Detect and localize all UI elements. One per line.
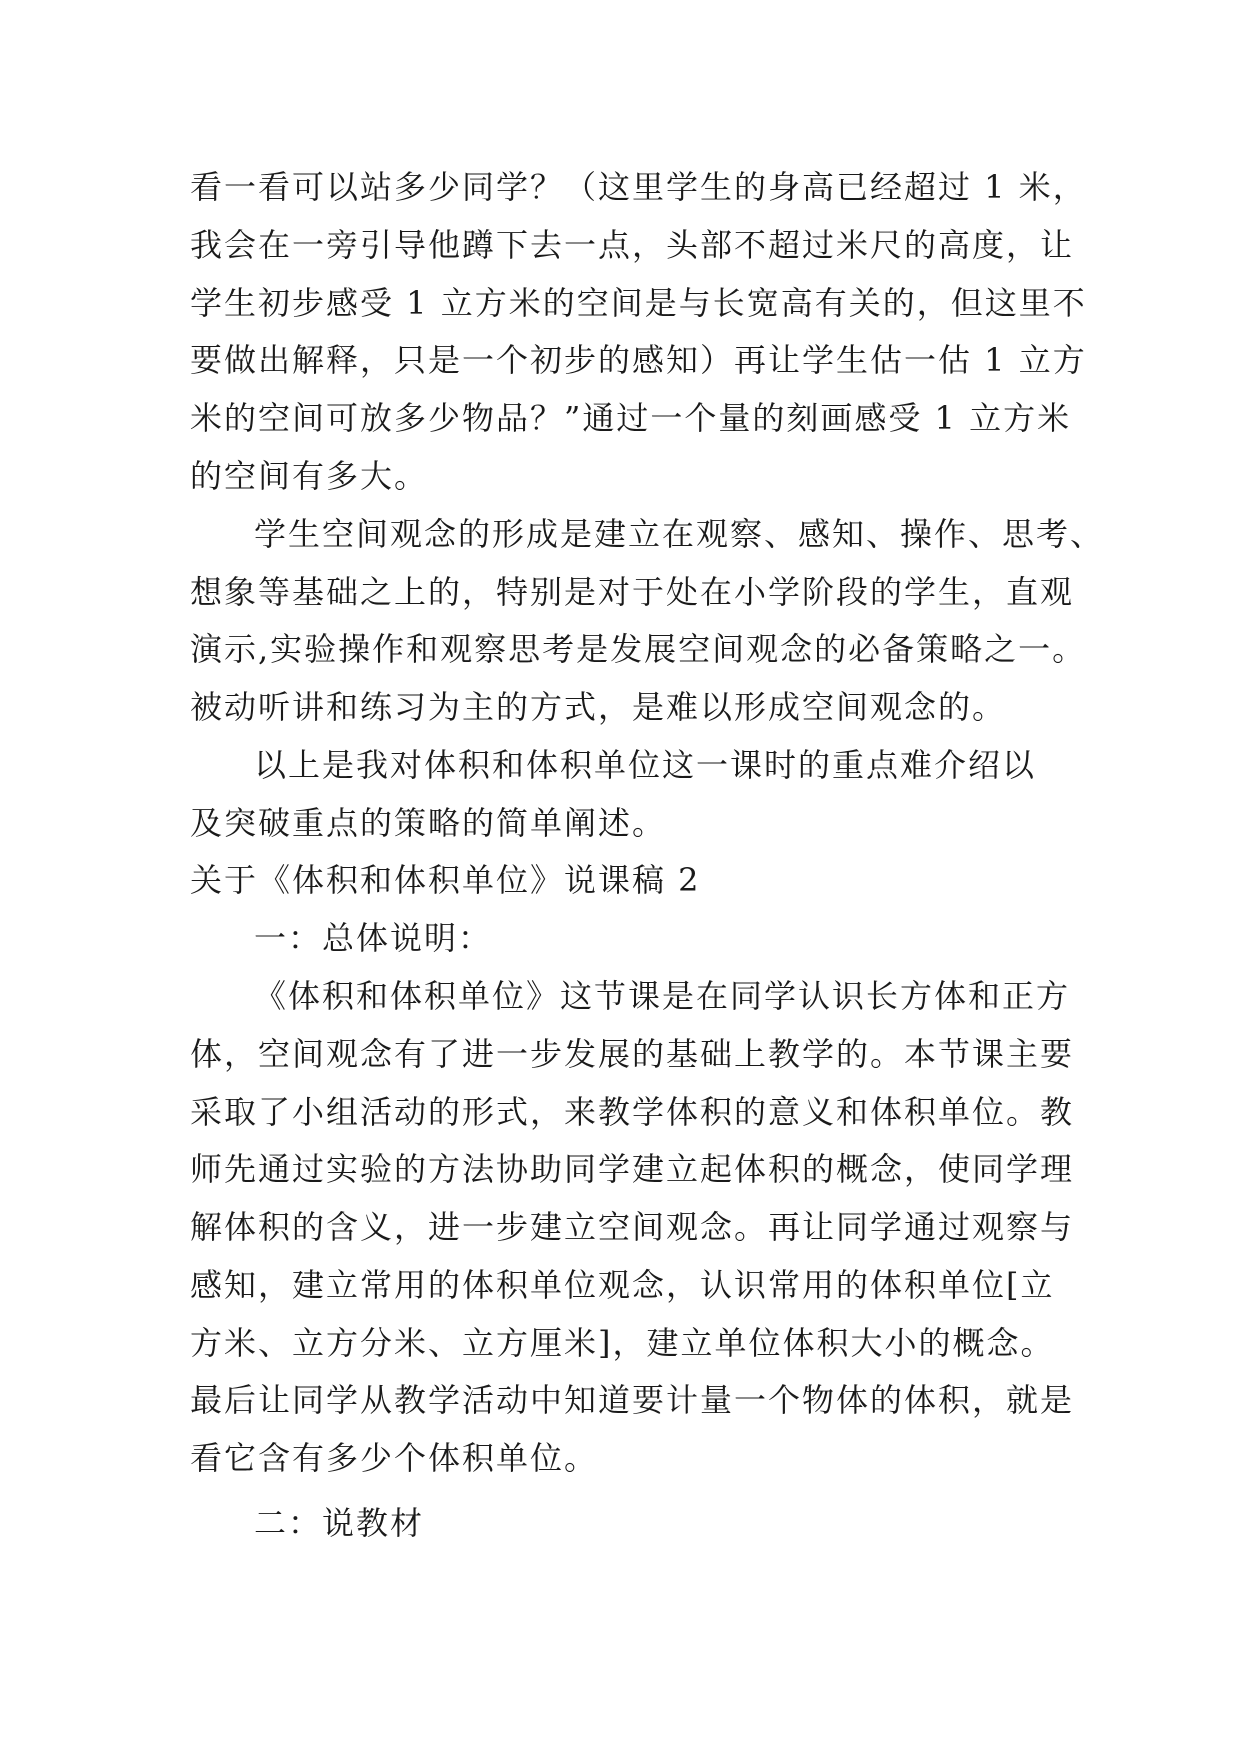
subsection-heading: 一：总体说明： (254, 919, 493, 957)
paragraph-first-line: 《体积和体积单位》这节课是在同学认识长方体和正方 (254, 977, 1071, 1015)
text-line: 体，空间观念有了进一步发展的基础上教学的。本节课主要 (190, 1035, 1075, 1073)
text-line: 被动听讲和练习为主的方式，是难以形成空间观念的。 (190, 688, 1007, 726)
text-line: 采取了小组活动的形式，来教学体积的意义和体积单位。教 (190, 1093, 1075, 1131)
text-line: 解体积的含义，进一步建立空间观念。再让同学通过观察与 (190, 1208, 1075, 1246)
paragraph-first-line: 学生空间观念的形成是建立在观察、感知、操作、思考、 (254, 515, 1105, 553)
text-line: 最后让同学从教学活动中知道要计量一个物体的体积，就是 (190, 1381, 1075, 1419)
text-line: 看一看可以站多少同学？（这里学生的身高已经超过 1 米， (190, 168, 1087, 206)
text-line: 的空间有多大。 (190, 457, 429, 495)
text-line: 感知，建立常用的体积单位观念，认识常用的体积单位[立 (190, 1266, 1055, 1304)
subsection-heading: 二：说教材 (254, 1504, 425, 1542)
text-line: 学生初步感受 1 立方米的空间是与长宽高有关的，但这里不 (190, 284, 1087, 322)
text-line: 要做出解释，只是一个初步的感知）再让学生估一估 1 立方 (190, 341, 1087, 379)
text-line: 我会在一旁引导他蹲下去一点，头部不超过米尺的高度，让 (190, 226, 1075, 264)
text-line: 米的空间可放多少物品？”通过一个量的刻画感受 1 立方米 (190, 399, 1072, 437)
text-line: 师先通过实验的方法协助同学建立起体积的概念，使同学理 (190, 1150, 1075, 1188)
text-line: 想象等基础之上的，特别是对于处在小学阶段的学生，直观 (190, 573, 1075, 611)
text-line: 及突破重点的策略的简单阐述。 (190, 804, 667, 842)
section-title: 关于《体积和体积单位》说课稿 2 (190, 861, 701, 899)
text-line: 看它含有多少个体积单位。 (190, 1439, 599, 1477)
paragraph-first-line: 以上是我对体积和体积单位这一课时的重点难介绍以 (254, 746, 1037, 784)
text-line: 方米、立方分米、立方厘米]，建立单位体积大小的概念。 (190, 1324, 1055, 1362)
text-line: 演示,实验操作和观察思考是发展空间观念的必备策略之一。 (190, 630, 1087, 668)
